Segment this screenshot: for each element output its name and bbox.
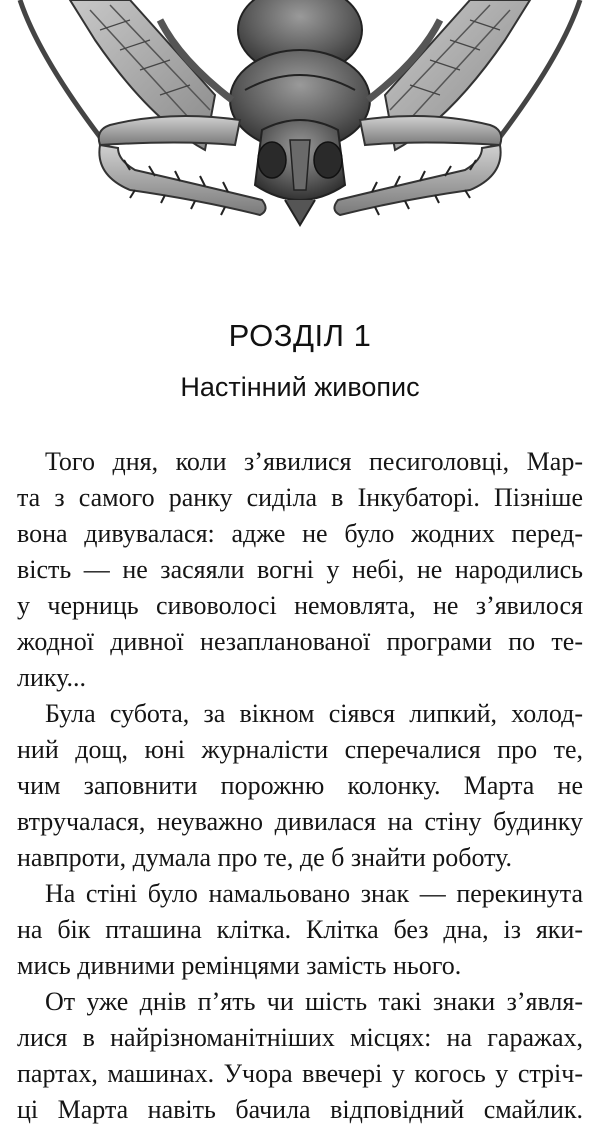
text-line: вона дивувалася: адже не було жодних перед- xyxy=(17,519,583,548)
insect-illustration xyxy=(0,0,600,250)
text-line: партах, машинах. Учора ввечері у когось у стріч- xyxy=(17,1059,583,1088)
text-line: та з самого ранку сиділа в Інкубаторі. Пізніше xyxy=(17,483,583,512)
text-line: На стіні було намальовано знак — перекинута xyxy=(45,879,583,908)
text-line: ці Марта навіть бачила відповідний смайлик. xyxy=(17,1095,583,1124)
text-line: мись дивними ремінцями замість нього. xyxy=(17,951,462,980)
text-line: чим заповнити порожню колонку. Марта не xyxy=(17,771,583,800)
text-line: на бік пташина клітка. Клітка без дна, із яки- xyxy=(17,915,583,944)
text-line: лися в найрізноманітніших місцях: на гаражах, xyxy=(17,1023,583,1052)
text-line: От уже днів п’ять чи шість такі знаки з’явля- xyxy=(45,987,583,1016)
text-line: втручалася, неуважно дивилася на стіну будинку xyxy=(17,807,583,836)
text-line: жодної дивної незапланованої програми по те- xyxy=(17,627,583,656)
chapter-number: РОЗДІЛ 1 xyxy=(228,318,372,353)
text-line: вість — не засяяли вогні у небі, не народились xyxy=(17,555,583,584)
text-line: ний дощ, юні журналісти сперечалися про те, xyxy=(17,735,583,764)
text-line: у черниць сивоволосі немовлята, не з’явилося xyxy=(17,591,583,620)
text-line: навпроти, думала про те, де б знайти роботу. xyxy=(17,843,513,872)
text-line: Була субота, за вікном сіявся липкий, холод- xyxy=(45,699,583,728)
chapter-title: Настінний живопис xyxy=(180,372,420,402)
text-line: Того дня, коли з’явилися песиголовці, Мар- xyxy=(45,447,583,476)
text-line: лику... xyxy=(17,663,87,692)
